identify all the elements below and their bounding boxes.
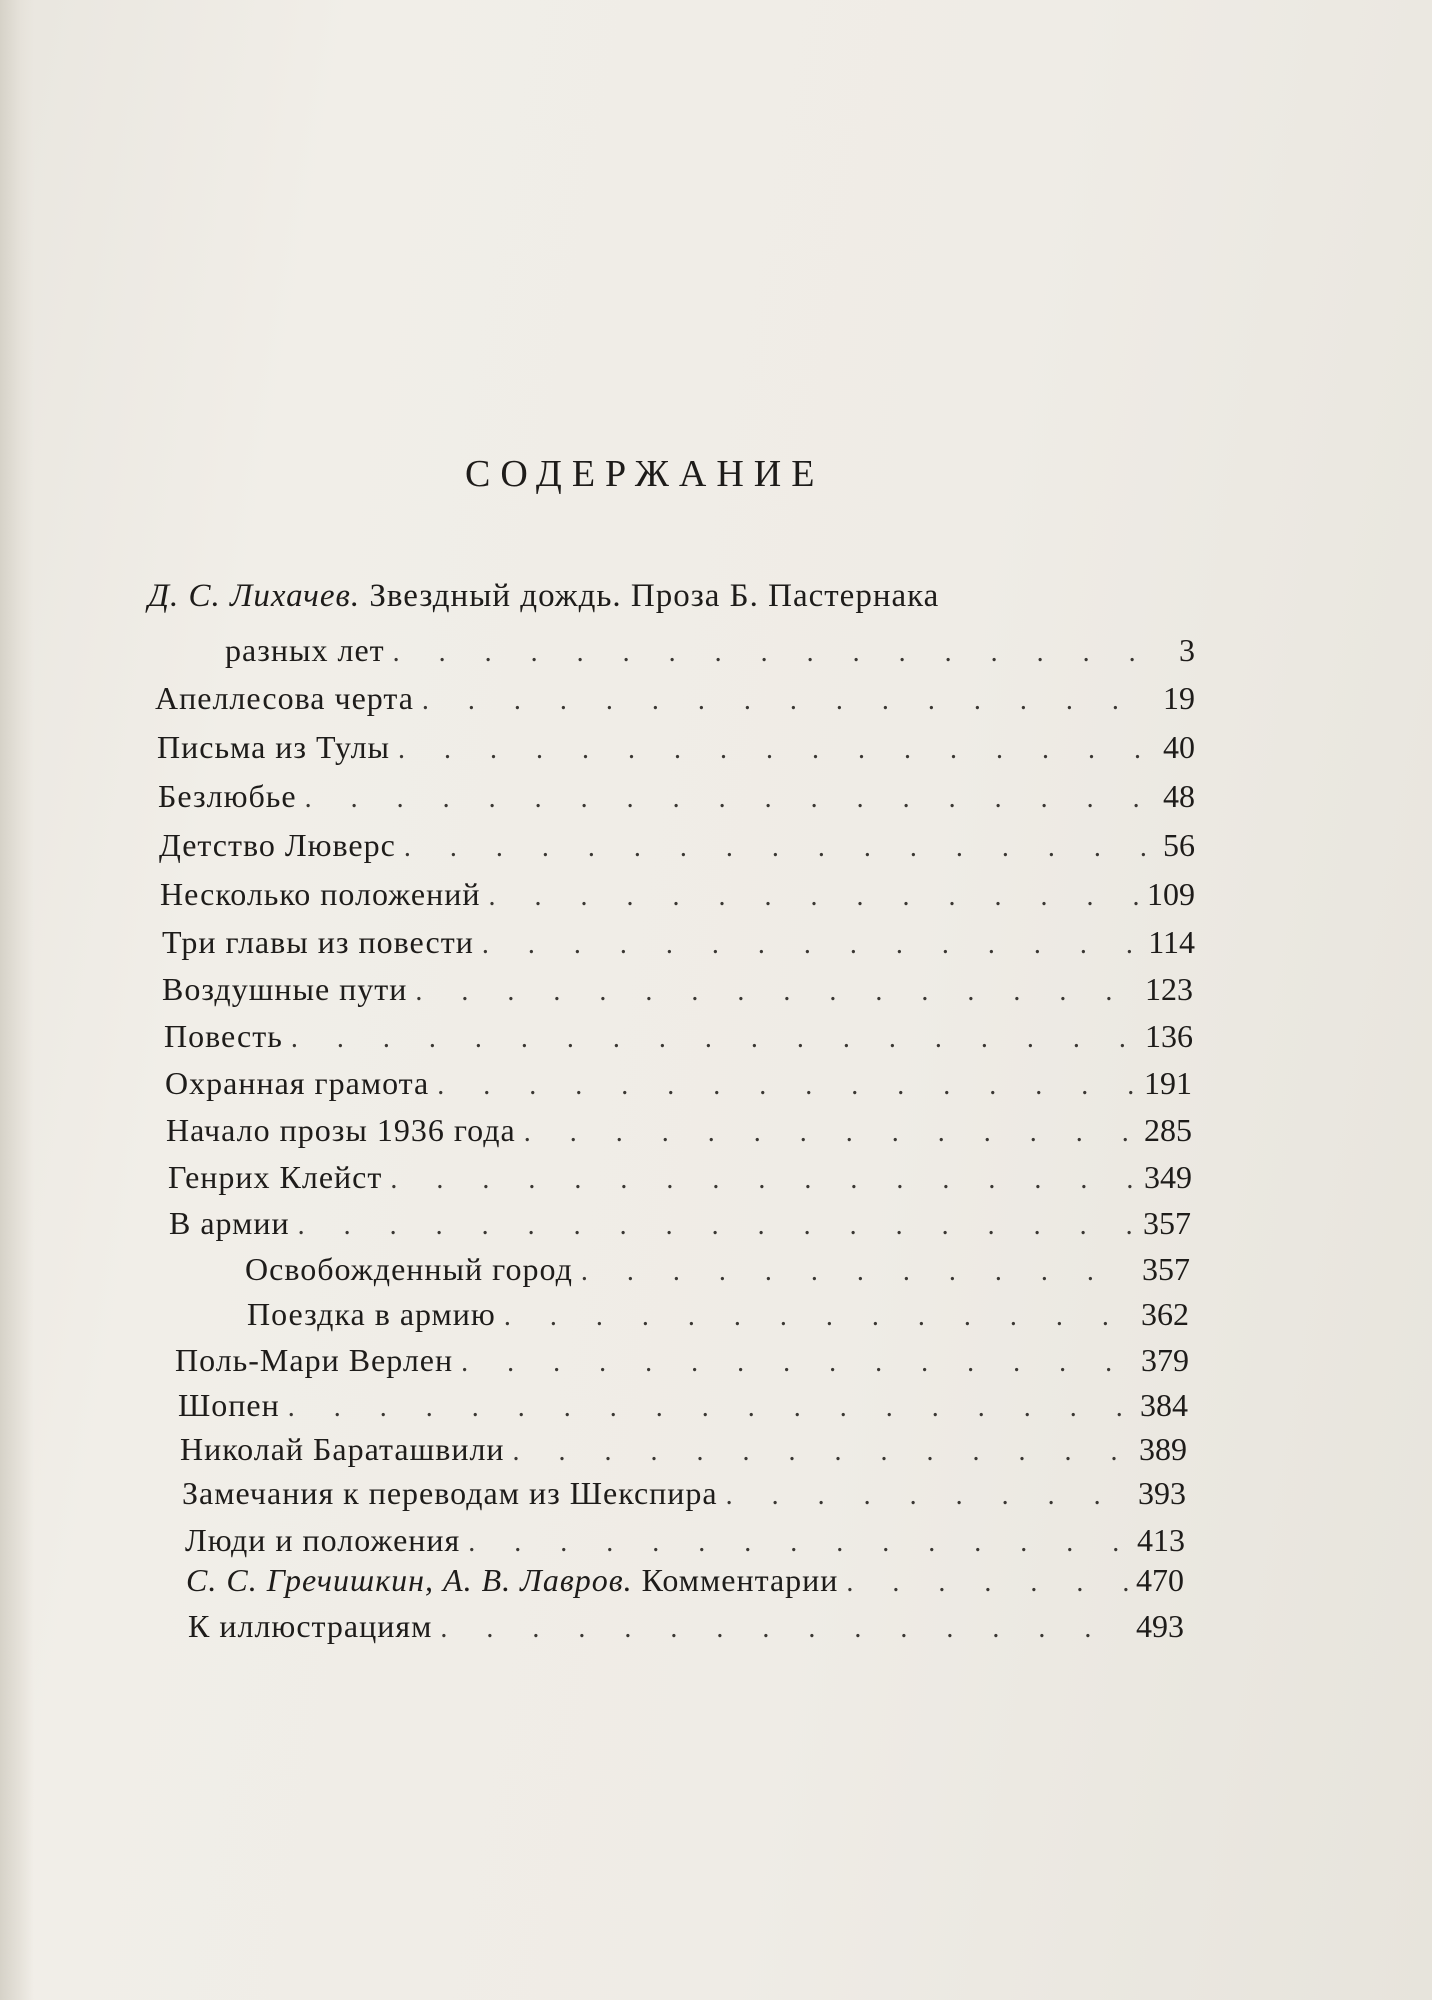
- page-number: 3: [1179, 632, 1195, 668]
- toc-entry: [180, 1431, 1187, 1475]
- spine-shadow: [0, 0, 34, 2000]
- dot-leader: [305, 783, 1155, 815]
- toc-entry: [165, 1065, 1192, 1109]
- entry-title: Замечания к переводам из Шекспира: [182, 1475, 718, 1511]
- page-number: 136: [1145, 1018, 1193, 1054]
- entry-title: Апеллесова черта: [155, 680, 414, 716]
- entry-title: Звездный дождь. Проза Б. Пастернака: [369, 578, 940, 614]
- dot-leader: [846, 1567, 1128, 1599]
- dot-leader: [291, 1023, 1137, 1055]
- entry-title: Люди и положения: [185, 1522, 461, 1558]
- page-number: 114: [1148, 924, 1195, 960]
- dot-leader: [437, 1070, 1136, 1102]
- entry-title: К иллюстрациям: [188, 1608, 433, 1644]
- page-number: 470: [1136, 1562, 1184, 1598]
- dot-leader: [468, 1527, 1129, 1559]
- page-number: 493: [1136, 1608, 1184, 1644]
- entry-title: Детство Люверс: [159, 827, 396, 863]
- page-number: 191: [1144, 1065, 1192, 1101]
- entry-title: Охранная грамота: [165, 1065, 430, 1101]
- page-number: 379: [1141, 1342, 1189, 1378]
- toc-entry: [158, 778, 1195, 822]
- dot-leader: [504, 1301, 1133, 1333]
- page-number: 349: [1144, 1159, 1192, 1195]
- entry-title: Воздушные пути: [162, 971, 408, 1007]
- dot-leader: [488, 881, 1139, 913]
- entry-title: Несколько положений: [160, 876, 481, 912]
- toc-entry: [162, 924, 1195, 968]
- page-number: 357: [1142, 1251, 1190, 1287]
- toc-entry: [186, 1562, 1184, 1606]
- entry-title: Письма из Тулы: [157, 729, 391, 765]
- entry-title: Шопен: [178, 1387, 280, 1423]
- toc-entry: [157, 729, 1195, 773]
- page-number: 285: [1144, 1112, 1192, 1148]
- dot-leader: [393, 637, 1171, 669]
- entry-title: разных лет: [225, 632, 385, 668]
- toc-entry: [159, 827, 1195, 871]
- entry-author: С. С. Гречишкин, А. В. Лавров.: [186, 1562, 633, 1598]
- entry-title: Поездка в армию: [247, 1296, 496, 1332]
- toc-entry: [164, 1018, 1193, 1062]
- dot-leader: [415, 976, 1137, 1008]
- page-number: 393: [1138, 1475, 1186, 1511]
- page-number: 389: [1139, 1431, 1187, 1467]
- dot-leader: [390, 1164, 1136, 1196]
- dot-leader: [513, 1436, 1131, 1468]
- entry-title: Освобожденный город: [245, 1251, 573, 1287]
- dot-leader: [404, 832, 1155, 864]
- entry-title: Поль-Мари Верлен: [175, 1342, 454, 1378]
- toc-subentry: [247, 1296, 1189, 1340]
- toc-subentry: [245, 1251, 1190, 1295]
- page-number: 362: [1141, 1296, 1189, 1332]
- entry-title-text: Комментарии: [641, 1562, 839, 1598]
- toc-entry-intro-line2: [225, 632, 1195, 676]
- toc-entry: [178, 1387, 1188, 1431]
- toc-entry: [155, 680, 1195, 724]
- page-title: СОДЕРЖАНИЕ: [465, 453, 825, 495]
- dot-leader: [482, 929, 1140, 961]
- page-number: 109: [1147, 876, 1195, 912]
- entry-title: Три главы из повести: [162, 924, 474, 960]
- entry-title: [186, 1562, 838, 1599]
- dot-leader: [298, 1210, 1135, 1242]
- dot-leader: [726, 1480, 1130, 1512]
- page-number: 40: [1163, 729, 1195, 765]
- page-number: 123: [1145, 971, 1193, 1007]
- dot-leader: [581, 1256, 1134, 1288]
- dot-leader: [398, 734, 1155, 766]
- dot-leader: [524, 1117, 1136, 1149]
- dot-leader: [422, 685, 1155, 717]
- toc-entry: [162, 971, 1193, 1015]
- page-number: 413: [1137, 1522, 1185, 1558]
- toc-entry: [188, 1608, 1184, 1652]
- page-number: 384: [1140, 1387, 1188, 1423]
- entry-title: Безлюбье: [158, 778, 297, 814]
- toc-entry: [166, 1112, 1192, 1156]
- entry-title: В армии: [169, 1205, 290, 1241]
- page-number: 357: [1143, 1205, 1191, 1241]
- page-number: 48: [1163, 778, 1195, 814]
- toc-entry: [168, 1159, 1192, 1203]
- toc-entry: [182, 1475, 1186, 1519]
- dot-leader: [288, 1392, 1132, 1424]
- page-number: 19: [1163, 680, 1195, 716]
- toc-entry: [160, 876, 1195, 920]
- entry-title: Повесть: [164, 1018, 283, 1054]
- page-number: 56: [1163, 827, 1195, 863]
- entry-title: Генрих Клейст: [168, 1159, 383, 1195]
- dot-leader: [440, 1613, 1128, 1645]
- dot-leader: [461, 1347, 1133, 1379]
- toc-entry: [169, 1205, 1191, 1249]
- toc-entry: [185, 1522, 1185, 1566]
- entry-title: Николай Бараташвили: [180, 1431, 505, 1467]
- toc-entry-intro-line1: [148, 578, 939, 615]
- toc-entry: [175, 1342, 1189, 1386]
- entry-author: Д. С. Лихачев.: [148, 578, 361, 614]
- entry-title: Начало прозы 1936 года: [166, 1112, 516, 1148]
